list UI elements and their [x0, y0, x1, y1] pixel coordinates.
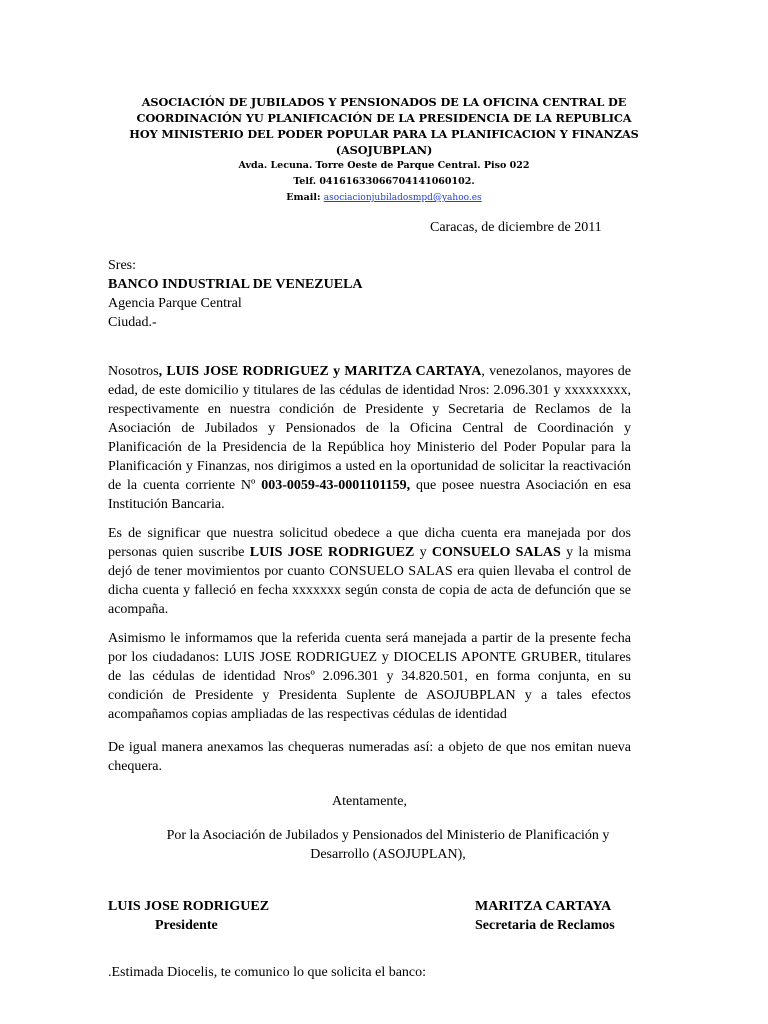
signature-right-name: MARITZA CARTAYA: [475, 899, 612, 914]
org-phone: Telf. 04161633066704141060102.: [293, 176, 475, 187]
city: Ciudad.-: [108, 315, 157, 330]
signature-right: [475, 897, 615, 935]
email-label: Email:: [286, 192, 321, 203]
p2-text-c: y: [414, 545, 432, 560]
paragraph-1: [108, 362, 631, 514]
p1-names: , LUIS JOSE RODRIGUEZ y MARITZA CARTAYA: [158, 364, 482, 379]
paragraph-3: Asimismo le informamos que la referida cuenta será manejada a partir de la presente fecha por los ciudadanos: LUIS JOSE RODRIGUEZ y DIOCELIS APONTE GRUBER, titulares de las cédulas de identidad Nrosº 2.096.301 y 34.820.501, en forma conjunta, en su condición de Presidente y Presidenta Suplente de ASOJUBPLAN y a tales efectos acompañamos copias ampliadas de las respectivas cédulas de identidad: [108, 631, 631, 722]
signature-left-name: LUIS JOSE RODRIGUEZ: [108, 899, 270, 914]
closing-salutation: Atentamente,: [331, 794, 408, 809]
signature-left-role: Presidente: [155, 918, 218, 933]
org-name-line-3: HOY MINISTERIO DEL PODER POPULAR PARA LA PLANIFICACION Y FINANZAS: [129, 127, 639, 141]
p2-text-e: y la misma dejó de tener movimientos por cuanto CONSUELO SALAS era quien llevaba el control de dicha cuenta y falleció en fecha xxxxxxx según consta de copia de acta de defunción que se acompaña.: [108, 545, 632, 617]
p1-account-number: 003-0059-43-0001101159,: [261, 478, 411, 493]
p2-name-2: CONSUELO SALAS: [431, 545, 561, 560]
p2-text-a: Es de significar que nuestra solicitud obedece a que dicha cuenta era manejada por dos personas quien suscribe: [108, 526, 631, 560]
closing-org-line-2: Desarrollo (ASOJUPLAN),: [310, 847, 466, 862]
note-line: .Estimada Diocelis, te comunico lo que solicita el banco:: [108, 965, 427, 980]
signature-right-role: Secretaria de Reclamos: [475, 918, 615, 933]
bank-name: BANCO INDUSTRIAL DE VENEZUELA: [108, 277, 363, 292]
bank-agency: Agencia Parque Central: [108, 296, 242, 311]
closing-org: [108, 826, 668, 864]
p1-text-e: que posee nuestra Asociación en esa Institución Bancaria.: [108, 478, 631, 512]
salutation: Sres:: [108, 258, 136, 273]
paragraph-4: De igual manera anexamos las chequeras numeradas así: a objeto de que nos emitan nueva chequera.: [108, 740, 631, 774]
org-name-line-1: ASOCIACIÓN DE JUBILADOS Y PENSIONADOS DE LA OFICINA CENTRAL DE: [141, 95, 627, 109]
paragraph-2: [108, 524, 631, 619]
email-link[interactable]: asociacionjubiladosmpd@yahoo.es: [323, 193, 482, 203]
p1-text-c: , venezolanos, mayores de edad, de este domicilio y titulares de las cédulas de identidad Nros: 2.096.301 y xxxxxxxxx, respectivamente en nuestra condición de Presidente y Secretaria de Reclamos de la Asociación de Jubilados y Pensionados de la Oficina Central de Coordinación y Planificación de la Presidencia de la República hoy Ministerio del Poder Popular para la Planificación y Finanzas, nos dirigimos a usted en la oportunidad de solicitar la reactivación de la cuenta corriente Nº: [108, 364, 631, 493]
letterhead: [108, 94, 660, 206]
signature-left: [108, 897, 269, 935]
org-name-line-2: COORDINACIÓN YU PLANIFICACIÓN DE LA PRESIDENCIA DE LA REPUBLICA: [136, 111, 632, 125]
org-email-line: [108, 190, 660, 206]
addressee-block: [108, 256, 363, 332]
closing-org-line-1: Por la Asociación de Jubilados y Pensionados del Ministerio de Planificación y: [166, 828, 610, 843]
p1-text-a: Nosotros: [108, 364, 159, 379]
org-address: Avda. Lecuna. Torre Oeste de Parque Central. Piso 022: [238, 160, 530, 171]
org-acronym: (ASOJUBPLAN): [335, 143, 433, 157]
date-line: Caracas, de diciembre de 2011: [430, 220, 602, 235]
p2-name-1: LUIS JOSE RODRIGUEZ: [249, 545, 415, 560]
